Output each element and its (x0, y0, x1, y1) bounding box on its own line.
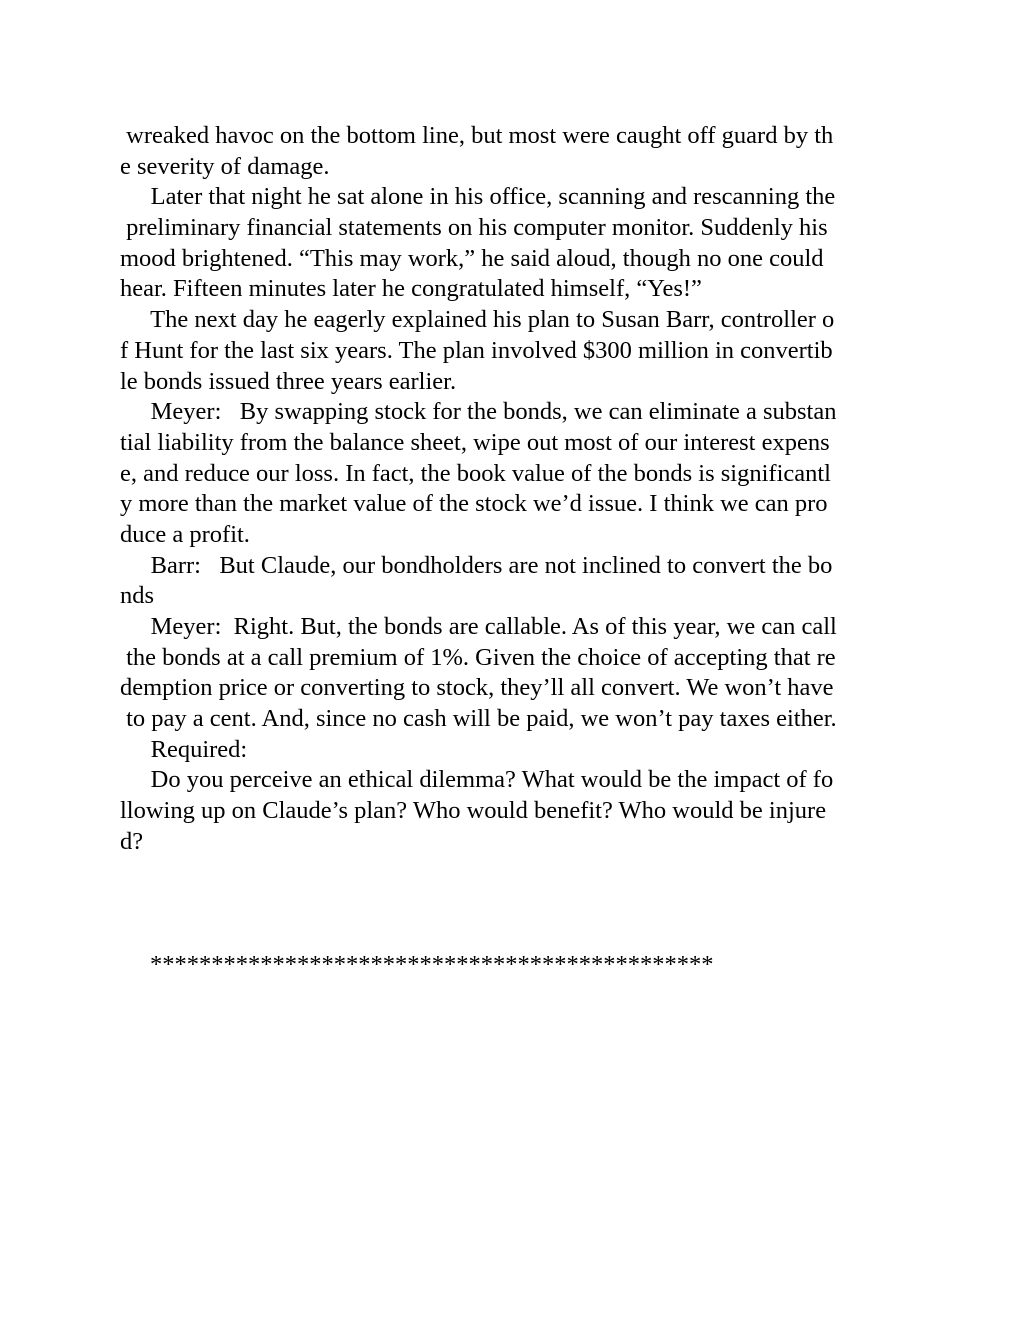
text-line: Later that night he sat alone in his office, scanning and rescanning the (120, 183, 836, 211)
text-line: The next day he eagerly explained his plan to Susan Barr, controller o (120, 306, 835, 334)
body-text (120, 121, 920, 858)
text-line: le bonds issued three years earlier. (120, 367, 457, 395)
text-line: the bonds at a call premium of 1%. Given the choice of accepting that re (120, 643, 836, 671)
text-line: nds (120, 582, 155, 610)
text-line: e, and reduce our loss. In fact, the book value of the bonds is significantl (120, 459, 831, 487)
text-line: mood brightened. “This may work,” he said aloud, though no one could (120, 244, 824, 272)
text-line: wreaked havoc on the bottom line, but most were caught off guard by th (120, 122, 834, 149)
text-line: tial liability from the balance sheet, wipe out most of our interest expens (120, 428, 830, 456)
text-line: y more than the market value of the stock we’d issue. I think we can pro (120, 490, 828, 518)
text-line: Barr: But Claude, our bondholders are not inclined to convert the bo (120, 551, 833, 579)
section-separator: ********************************************** (150, 951, 714, 978)
text-line: e severity of damage. (120, 152, 330, 180)
text-line: duce a profit. (120, 520, 250, 548)
text-line: Meyer: By swapping stock for the bonds, we can eliminate a substan (120, 398, 837, 426)
text-line: Required: (120, 735, 248, 763)
text-line: llowing up on Claude’s plan? Who would benefit? Who would be injure (120, 797, 827, 825)
text-line: hear. Fifteen minutes later he congratulated himself, “Yes!” (120, 275, 702, 303)
text-line: to pay a cent. And, since no cash will be paid, we won’t pay taxes either. (120, 705, 837, 733)
text-line: f Hunt for the last six years. The plan involved $300 million in convertib (120, 336, 833, 364)
text-line: Meyer: Right. But, the bonds are callable. As of this year, we can call (120, 613, 837, 640)
text-line: d? (120, 827, 144, 855)
text-line: Do you perceive an ethical dilemma? What would be the impact of fo (120, 766, 834, 794)
text-line: demption price or converting to stock, they’ll all convert. We won’t have (120, 674, 834, 702)
text-line: preliminary financial statements on his computer monitor. Suddenly his (120, 214, 828, 242)
